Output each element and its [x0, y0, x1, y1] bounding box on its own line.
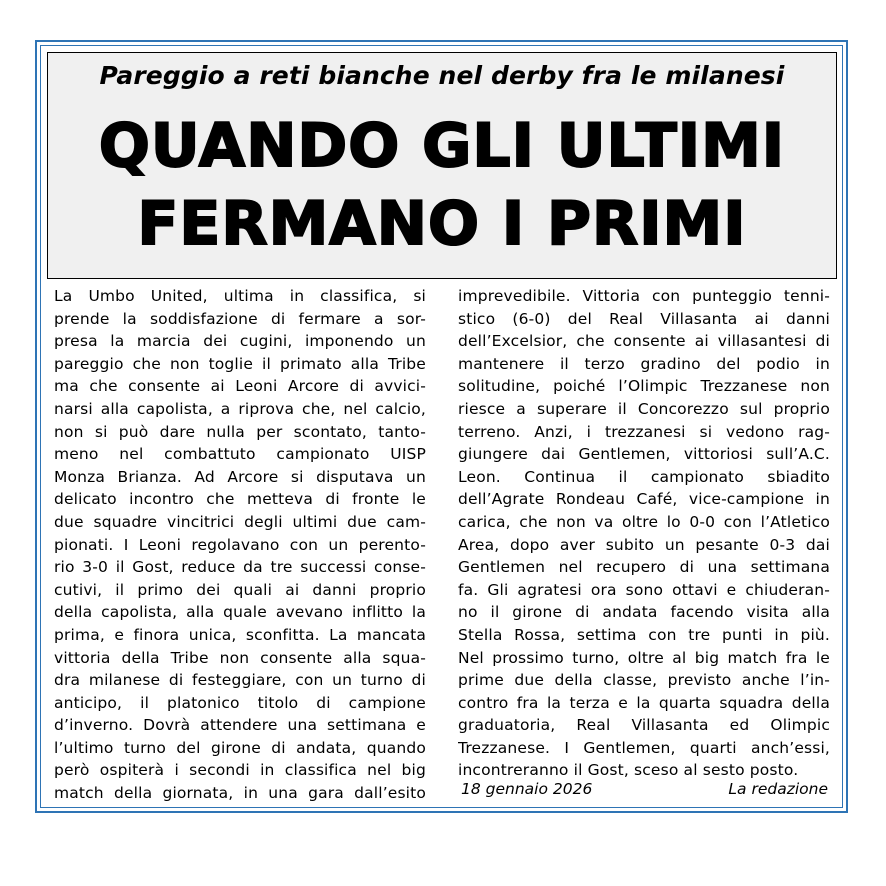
body-text-line: Leon. Continua il campionato sbiadito — [458, 467, 830, 486]
article-footer — [458, 778, 830, 800]
body-text-line: delicato incontro che metteva di fronte le — [54, 490, 426, 509]
body-text-line: cutivi, il primo dei quali ai danni proprio — [54, 580, 426, 599]
body-text-line: vittoria della Tribe non consente alla squa- — [54, 648, 426, 667]
body-text-line: però ospiterà i secondi in classifica nel big — [54, 761, 426, 780]
body-text-line: narsi alla capolista, a riprova che, nel calcio, — [54, 399, 426, 418]
body-text-line: imprevedibile. Vittoria con punteggio tenni- — [458, 287, 830, 305]
headline-line-2: FERMANO I PRIMI — [137, 189, 747, 259]
body-text-line: pareggio che non toglie il primato alla Tribe — [54, 354, 426, 373]
body-text-line: l’ultimo turno del girone di andata, quando — [54, 738, 426, 757]
body-text-line: meno nel combattuto campionato UISP — [54, 445, 426, 464]
body-text-line: della capolista, alla quale avevano inflitto la — [54, 603, 426, 622]
body-text-line: solitudine, poiché l’Olimpic Trezzanese non — [458, 377, 830, 396]
body-text-line: Gentlemen nel recupero di una settimana — [458, 558, 830, 577]
body-text-line: prende la soddisfazione di fermare a sor- — [54, 309, 426, 328]
body-text-line: dell’Agrate Rondeau Café, vice-campione in — [458, 490, 830, 509]
body-text-line: d’inverno. Dovrà attendere una settimana e — [54, 716, 426, 735]
body-text-line: giungere dai Gentlemen, vittoriosi sull’A.C. — [458, 445, 830, 464]
body-text-line: Trezzanese. I Gentlemen, quarti anch’essi, — [458, 738, 830, 757]
body-text-line: stico (6-0) del Real Villasanta ai danni — [458, 309, 830, 328]
body-text-line: dell’Excelsior, che consente ai villasantesi di — [458, 332, 830, 351]
body-text-line: prima, e finora unica, sconfitta. La mancata — [54, 625, 426, 644]
body-text-line: anticipo, il platonico titolo di campione — [54, 693, 426, 712]
body-text-line: presa la marcia dei cugini, imponendo un — [54, 332, 426, 351]
body-text-line: carica, che non va oltre lo 0-0 con l’Atletico — [458, 512, 830, 531]
body-text-line: incontreranno il Gost, sceso al sesto posto. — [458, 761, 799, 780]
body-text-line: match della giornata, in una gara dall’esito — [54, 784, 426, 803]
body-text-line: fa. Gli agratesi ora sono ottavi e chiuderan- — [458, 580, 830, 599]
kicker: Pareggio a reti bianche nel derby fra le milanesi — [99, 61, 785, 90]
body-text-line: no il girone di andata facendo visita alla — [458, 603, 830, 622]
headline-line-1: QUANDO GLI ULTIMI — [98, 111, 786, 181]
article-signature: La redazione — [728, 780, 828, 798]
left-column — [54, 285, 426, 805]
body-text-line: Nel prossimo turno, oltre al big match fra le — [458, 648, 830, 667]
body-text-line: non si può dare nulla per scontato, tanto- — [54, 422, 426, 441]
body-text-line: La Umbo United, ultima in classifica, si — [54, 287, 426, 305]
body-text-line: due squadre vincitrici degli ultimi due cam- — [54, 512, 426, 531]
body-text-line: dra milanese di festeggiare, con un turno di — [54, 671, 426, 690]
body-text-line: ma che consente ai Leoni Arcore di avvici- — [54, 377, 426, 396]
body-text-line: contro fra la terza e la quarta squadra della — [458, 693, 830, 712]
body-text-line: prime due della classe, previsto anche l’in- — [458, 671, 830, 690]
article-date: 18 gennaio 2026 — [461, 780, 593, 798]
body-text-line: mantenere il terzo gradino del podio in — [458, 354, 830, 373]
headline-box — [47, 52, 837, 279]
body-text-line: graduatoria, Real Villasanta ed Olimpic — [458, 716, 830, 735]
body-text-line: Monza Brianza. Ad Arcore si disputava un — [54, 467, 426, 486]
body-text-line: pionati. I Leoni regolavano con un perento- — [54, 535, 426, 554]
body-text-line: Stella Rossa, settima con tre punti in più. — [458, 625, 830, 644]
body-text-line: Area, dopo aver subito un pesante 0-3 dai — [458, 535, 830, 554]
body-text-line: riesce a superare il Concorezzo sul proprio — [458, 399, 830, 418]
body-text-line: rio 3-0 il Gost, reduce da tre successi conse- — [54, 558, 426, 577]
body-text-line: terreno. Anzi, i trezzanesi si vedono rag- — [458, 422, 830, 441]
right-column — [458, 285, 830, 782]
